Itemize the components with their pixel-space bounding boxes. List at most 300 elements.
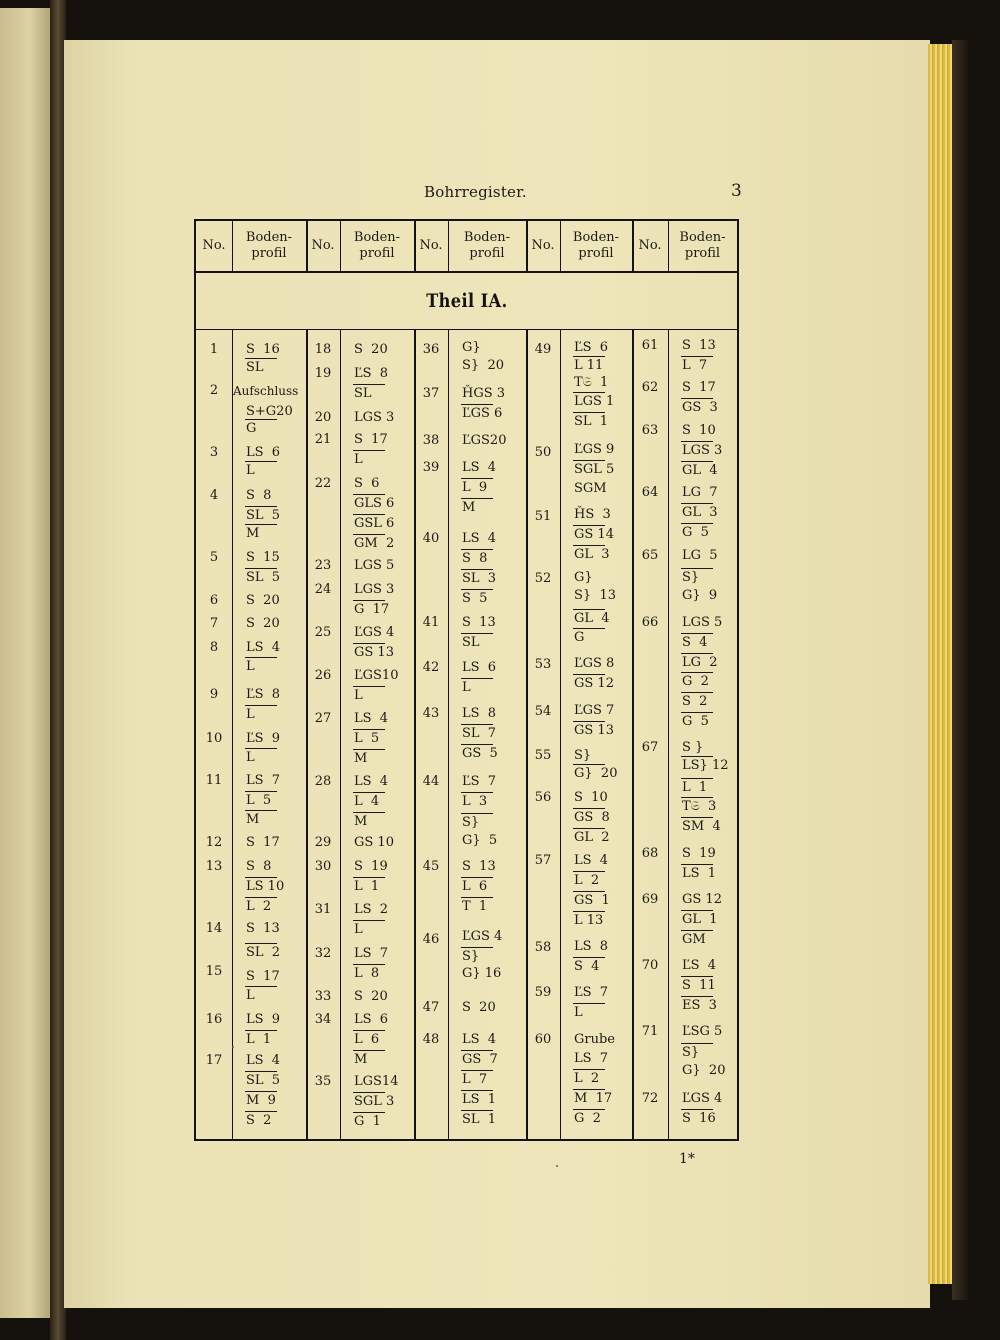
- soil-profile-entry: ĽS 7: [462, 774, 497, 789]
- column-divider: [668, 329, 669, 1139]
- profile-layer-rule: [461, 877, 493, 878]
- soil-profile-entry: S 17: [246, 969, 280, 984]
- soil-profile-entry: ES 3: [682, 998, 717, 1013]
- profile-layer-rule: [573, 356, 605, 357]
- profile-layer-rule: [245, 1111, 277, 1112]
- soil-profile-entry: S 2: [682, 694, 708, 709]
- soil-profile-entry: LS 1: [462, 1092, 497, 1107]
- boring-number: 60: [534, 1032, 552, 1047]
- boring-number: 24: [314, 582, 332, 597]
- profile-layer-rule: [681, 568, 713, 569]
- soil-profile-entry: GS 1: [574, 893, 610, 908]
- profile-layer-rule: [461, 724, 493, 725]
- soil-profile-entry: LGS 3: [682, 443, 723, 458]
- soil-profile-entry: SL 5: [246, 570, 281, 585]
- boring-number: 66: [641, 615, 659, 630]
- soil-profile-entry: LS 6: [354, 1012, 389, 1027]
- soil-profile-entry: L 11: [574, 358, 604, 373]
- boring-number: 38: [422, 433, 440, 448]
- soil-profile-entry: LG 2: [682, 655, 718, 670]
- soil-profile-entry: S}: [574, 748, 592, 763]
- section-title: Theil IA.: [425, 290, 508, 312]
- profile-layer-rule: [353, 514, 385, 515]
- profile-layer-rule: [461, 1070, 493, 1071]
- column-divider: [526, 221, 528, 273]
- soil-profile-entry: S 16: [246, 342, 280, 357]
- soil-profile-entry: LS 1: [682, 866, 717, 881]
- soil-profile-entry: ȞS 3: [574, 507, 611, 522]
- soil-profile-entry: GM 2: [354, 536, 395, 551]
- profile-layer-rule: [245, 568, 277, 569]
- soil-profile-entry: G} 20: [682, 1063, 726, 1078]
- soil-profile-entry: SGL 5: [574, 462, 615, 477]
- profile-layer-rule: [573, 525, 605, 526]
- soil-profile-entry: G 5: [682, 714, 709, 729]
- soil-profile-entry: S 20: [354, 342, 388, 357]
- boring-number: 17: [205, 1053, 223, 1068]
- boring-number: 42: [422, 660, 440, 675]
- boring-number: 7: [209, 616, 219, 631]
- profile-layer-rule: [245, 705, 277, 706]
- boring-number: 35: [314, 1074, 332, 1089]
- soil-profile-entry: S 20: [462, 1000, 496, 1015]
- soil-profile-entry: G 2: [574, 1111, 601, 1126]
- soil-profile-entry: L 13: [574, 913, 604, 928]
- soil-profile-entry: L 2: [574, 873, 600, 888]
- profile-layer-rule: [573, 891, 605, 892]
- header-bodenprofil: Boden- profil: [245, 230, 293, 261]
- running-head: Bohrregister.: [424, 183, 527, 201]
- profile-layer-rule: [245, 506, 277, 507]
- profile-layer-rule: [245, 657, 277, 658]
- boring-number: 2: [209, 383, 219, 398]
- soil-profile-entry: L 8: [354, 966, 380, 981]
- column-divider: [448, 329, 449, 1139]
- soil-profile-entry: LS 7: [246, 773, 281, 788]
- profile-layer-rule: [353, 1112, 385, 1113]
- column-divider: [448, 221, 449, 273]
- profile-layer-rule: [681, 356, 713, 357]
- soil-profile-entry: S 8: [462, 551, 488, 566]
- soil-profile-entry: ĽGS 9: [574, 442, 615, 457]
- soil-profile-entry: L: [246, 463, 255, 478]
- profile-layer-rule: [681, 712, 713, 713]
- profile-layer-rule: [573, 764, 605, 765]
- boring-number: 5: [209, 550, 219, 565]
- profile-layer-rule: [353, 1030, 385, 1031]
- soil-profile-entry: GS 14: [574, 527, 614, 542]
- soil-profile-entry: S 8: [246, 488, 272, 503]
- boring-number: 28: [314, 774, 332, 789]
- profile-layer-rule: [353, 812, 385, 813]
- profile-layer-rule: [353, 534, 385, 535]
- boring-number: 48: [422, 1032, 440, 1047]
- soil-profile-entry: SGM: [574, 481, 607, 496]
- soil-profile-entry: LS 6: [246, 445, 281, 460]
- boring-number: 59: [534, 985, 552, 1000]
- soil-profile-entry: LS 8: [462, 706, 497, 721]
- soil-profile-entry: SL 3: [462, 571, 497, 586]
- profile-layer-rule: [681, 778, 713, 779]
- profile-layer-rule: [573, 1089, 605, 1090]
- soil-profile-entry: L 3: [462, 794, 488, 809]
- profile-layer-rule: [461, 478, 493, 479]
- soil-profile-entry: L 1: [246, 1032, 272, 1047]
- profile-layer-rule: [573, 392, 605, 393]
- soil-profile-entry: ĽS 7: [574, 985, 609, 1000]
- signature-mark: 1*: [679, 1151, 695, 1167]
- speck: [556, 1165, 558, 1167]
- profile-layer-rule: [681, 441, 713, 442]
- soil-profile-entry: G} 20: [574, 766, 618, 781]
- boring-number: 18: [314, 342, 332, 357]
- profile-layer-rule: [573, 1069, 605, 1070]
- soil-profile-entry: G}: [462, 340, 481, 355]
- soil-profile-entry: GS 10: [354, 835, 394, 850]
- soil-profile-entry: LS 4: [354, 774, 389, 789]
- profile-layer-rule: [353, 494, 385, 495]
- boring-number: 39: [422, 460, 440, 475]
- boring-number: 8: [209, 640, 219, 655]
- soil-profile-entry: Grube: [574, 1032, 615, 1047]
- boring-number: 6: [209, 593, 219, 608]
- soil-profile-entry: M: [354, 814, 368, 829]
- soil-profile-entry: Aufschluss: [233, 384, 299, 398]
- soil-profile-entry: S }: [682, 740, 704, 755]
- boring-number: 71: [641, 1024, 659, 1039]
- soil-profile-entry: L 1: [354, 879, 380, 894]
- boring-number: 11: [205, 773, 223, 788]
- profile-layer-rule: [245, 986, 277, 987]
- profile-layer-rule: [681, 1109, 713, 1110]
- soil-profile-entry: G: [574, 630, 585, 645]
- soil-profile-entry: ĽS 4: [682, 958, 717, 973]
- column-divider: [632, 221, 634, 273]
- soil-profile-entry: GS 5: [462, 746, 498, 761]
- boring-number: 23: [314, 558, 332, 573]
- soil-profile-entry: L 5: [246, 793, 272, 808]
- soil-profile-entry: L: [462, 680, 471, 695]
- profile-layer-rule: [461, 813, 493, 814]
- boring-number: 61: [641, 338, 659, 353]
- profile-layer-rule: [353, 920, 385, 921]
- soil-profile-entry: L 7: [682, 358, 708, 373]
- profile-layer-rule: [245, 1091, 277, 1092]
- soil-profile-entry: S 13: [246, 921, 280, 936]
- soil-profile-entry: S 4: [682, 635, 708, 650]
- boring-number: 30: [314, 859, 332, 874]
- soil-profile-entry: GL 1: [682, 912, 718, 927]
- soil-profile-entry: M: [246, 812, 260, 827]
- boring-number: 21: [314, 432, 332, 447]
- soil-profile-entry: SL: [462, 635, 480, 650]
- profile-layer-rule: [353, 877, 385, 878]
- profile-layer-rule: [245, 748, 277, 749]
- profile-layer-rule: [681, 653, 713, 654]
- profile-layer-rule: [353, 384, 385, 385]
- soil-profile-entry: S 13: [682, 338, 716, 353]
- soil-profile-entry: ĽGS 6: [462, 406, 503, 421]
- soil-profile-entry: S 11: [682, 978, 716, 993]
- soil-profile-entry: SL: [354, 386, 372, 401]
- boring-number: 16: [205, 1012, 223, 1027]
- soil-profile-entry: S}: [682, 1045, 700, 1060]
- soil-profile-entry: LS 4: [354, 711, 389, 726]
- profile-layer-rule: [681, 976, 713, 977]
- column-divider: [340, 329, 341, 1139]
- soil-profile-entry: T𝔖 3: [682, 799, 717, 814]
- boring-number: 40: [422, 531, 440, 546]
- soil-profile-entry: T𝔖 1: [574, 375, 609, 390]
- boring-number: 37: [422, 386, 440, 401]
- header-bodenprofil: Boden- profil: [463, 230, 511, 261]
- soil-profile-entry: S}: [462, 949, 480, 964]
- boring-number: 44: [422, 774, 440, 789]
- boring-number: 14: [205, 921, 223, 936]
- soil-profile-entry: S 15: [246, 550, 280, 565]
- profile-layer-rule: [681, 523, 713, 524]
- profile-layer-rule: [245, 943, 277, 944]
- soil-profile-entry: G: [246, 421, 257, 436]
- soil-profile-entry: L: [574, 1005, 583, 1020]
- soil-profile-entry: L 9: [462, 480, 488, 495]
- soil-profile-entry: S+G20: [246, 404, 293, 419]
- soil-profile-entry: L 1: [682, 780, 708, 795]
- soil-profile-entry: GS 7: [462, 1052, 498, 1067]
- profile-layer-rule: [461, 589, 493, 590]
- soil-profile-entry: S} 13: [574, 588, 616, 603]
- soil-profile-entry: LS 4: [462, 1032, 497, 1047]
- soil-profile-entry: ĽSG 5: [682, 1024, 723, 1039]
- boring-number: 1: [209, 342, 219, 357]
- soil-profile-entry: S 19: [682, 846, 716, 861]
- boring-number: 33: [314, 989, 332, 1004]
- soil-profile-entry: SL: [246, 360, 264, 375]
- soil-profile-entry: S 20: [246, 616, 280, 631]
- boring-number: 31: [314, 902, 332, 917]
- profile-layer-rule: [461, 1110, 493, 1111]
- soil-profile-entry: LS 8: [574, 939, 609, 954]
- soil-profile-entry: GS 13: [354, 645, 394, 660]
- boring-number: 22: [314, 476, 332, 491]
- column-divider: [632, 329, 634, 1139]
- header-bodenprofil: Boden- profil: [572, 230, 620, 261]
- boring-number: 64: [641, 485, 659, 500]
- header-no: No.: [202, 238, 226, 253]
- facing-page-edge: [0, 8, 54, 1318]
- soil-profile-entry: L: [246, 988, 255, 1003]
- soil-profile-entry: S 20: [354, 989, 388, 1004]
- soil-profile-entry: SGL 3: [354, 1094, 395, 1109]
- profile-layer-rule: [681, 672, 713, 673]
- boring-number: 47: [422, 1000, 440, 1015]
- profile-layer-rule: [245, 1071, 277, 1072]
- profile-layer-rule: [681, 503, 713, 504]
- header-no: No.: [311, 238, 335, 253]
- profile-layer-rule: [353, 792, 385, 793]
- soil-profile-entry: LS 4: [462, 460, 497, 475]
- boring-number: 51: [534, 509, 552, 524]
- boring-number: 53: [534, 657, 552, 672]
- profile-layer-rule: [681, 996, 713, 997]
- header-no: No.: [419, 238, 443, 253]
- profile-layer-rule: [461, 792, 493, 793]
- soil-profile-entry: M: [462, 500, 476, 515]
- boring-number: 3: [209, 445, 219, 460]
- profile-layer-rule: [353, 729, 385, 730]
- boring-number: 43: [422, 706, 440, 721]
- profile-layer-rule: [573, 412, 605, 413]
- soil-profile-entry: SL 5: [246, 1073, 281, 1088]
- profile-layer-rule: [245, 1030, 277, 1031]
- profile-layer-rule: [681, 864, 713, 865]
- soil-profile-entry: G} 16: [462, 966, 502, 981]
- soil-profile-entry: S 10: [682, 423, 716, 438]
- profile-layer-rule: [573, 628, 605, 629]
- soil-profile-entry: M: [354, 751, 368, 766]
- column-divider: [232, 221, 233, 273]
- soil-profile-entry: S 17: [246, 835, 280, 850]
- soil-profile-entry: S 19: [354, 859, 388, 874]
- boring-number: 70: [641, 958, 659, 973]
- soil-profile-entry: S 6: [354, 476, 380, 491]
- boring-number: 58: [534, 940, 552, 955]
- soil-profile-entry: GS 13: [574, 723, 614, 738]
- soil-profile-entry: L 2: [246, 899, 272, 914]
- boring-number: 10: [205, 731, 223, 746]
- soil-profile-entry: S 16: [682, 1111, 716, 1126]
- soil-profile-entry: LS 4: [246, 640, 281, 655]
- soil-profile-entry: S 10: [574, 790, 608, 805]
- soil-profile-entry: S 5: [462, 591, 488, 606]
- soil-profile-entry: LGS14: [354, 1074, 399, 1089]
- soil-profile-entry: L: [246, 750, 255, 765]
- profile-layer-rule: [245, 791, 277, 792]
- profile-layer-rule: [461, 1050, 493, 1051]
- profile-layer-rule: [573, 828, 605, 829]
- profile-layer-rule: [681, 398, 713, 399]
- soil-profile-entry: S 8: [246, 859, 272, 874]
- soil-profile-entry: ȞGS 3: [462, 386, 506, 401]
- soil-profile-entry: LG 7: [682, 485, 718, 500]
- soil-profile-entry: G 2: [682, 674, 709, 689]
- boring-number: 63: [641, 423, 659, 438]
- boring-number: 50: [534, 445, 552, 460]
- book-cover-edge: [952, 40, 968, 1300]
- profile-layer-rule: [461, 633, 493, 634]
- soil-profile-entry: G 1: [354, 1114, 381, 1129]
- soil-profile-entry: ĽGS 7: [574, 703, 615, 718]
- boring-number: 72: [641, 1091, 659, 1106]
- boring-number: 55: [534, 748, 552, 763]
- soil-profile-entry: M 17: [574, 1091, 613, 1106]
- soil-profile-entry: GM: [682, 932, 706, 947]
- soil-profile-entry: LGS 1: [574, 394, 615, 409]
- boring-number: 12: [205, 835, 223, 850]
- soil-profile-entry: G 17: [354, 602, 390, 617]
- boring-number: 15: [205, 964, 223, 979]
- soil-profile-entry: ĽGS10: [354, 668, 399, 683]
- soil-profile-entry: T 1: [462, 899, 488, 914]
- soil-profile-entry: ĽGS 4: [682, 1091, 723, 1106]
- boring-number: 19: [314, 366, 332, 381]
- boring-number: 32: [314, 946, 332, 961]
- soil-profile-entry: SL 7: [462, 726, 497, 741]
- boring-number: 34: [314, 1012, 332, 1027]
- soil-profile-entry: LS 4: [574, 853, 609, 868]
- boring-number: 46: [422, 932, 440, 947]
- soil-profile-entry: L: [354, 922, 363, 937]
- boring-number: 27: [314, 711, 332, 726]
- soil-profile-entry: S 2: [246, 1113, 272, 1128]
- profile-layer-rule: [681, 817, 713, 818]
- profile-layer-rule: [245, 419, 277, 420]
- soil-profile-entry: ĽGS 8: [574, 656, 615, 671]
- soil-profile-entry: LS 4: [462, 531, 497, 546]
- boring-number: 13: [205, 859, 223, 874]
- boring-number: 4: [209, 488, 219, 503]
- column-divider: [340, 221, 341, 273]
- column-divider: [306, 221, 308, 273]
- soil-profile-entry: L: [354, 452, 363, 467]
- soil-profile-entry: L: [246, 659, 255, 674]
- profile-layer-rule: [461, 744, 493, 745]
- profile-layer-rule: [573, 609, 605, 610]
- soil-profile-entry: GS 12: [682, 892, 722, 907]
- soil-profile-entry: SL 2: [246, 945, 281, 960]
- boring-number: 25: [314, 625, 332, 640]
- header-bodenprofil: Boden- profil: [353, 230, 401, 261]
- soil-profile-entry: M: [246, 526, 260, 541]
- boring-number: 62: [641, 380, 659, 395]
- boring-number: 36: [422, 342, 440, 357]
- profile-layer-rule: [573, 911, 605, 912]
- soil-profile-entry: ĽS 9: [246, 731, 281, 746]
- profile-layer-rule: [461, 404, 493, 405]
- section-title-row: [196, 273, 737, 330]
- soil-profile-entry: LS 9: [246, 1012, 281, 1027]
- profile-layer-rule: [353, 749, 385, 750]
- column-divider: [232, 329, 233, 1139]
- soil-profile-entry: SL 1: [462, 1112, 497, 1127]
- profile-layer-rule: [681, 692, 713, 693]
- boring-number: 56: [534, 790, 552, 805]
- profile-layer-rule: [353, 450, 385, 451]
- profile-layer-rule: [681, 461, 713, 462]
- header-no: No.: [531, 238, 555, 253]
- soil-profile-entry: L 7: [462, 1072, 488, 1087]
- profile-layer-rule: [461, 897, 493, 898]
- soil-profile-entry: G} 5: [462, 833, 498, 848]
- soil-profile-entry: L: [354, 688, 363, 703]
- profile-layer-rule: [681, 797, 713, 798]
- profile-layer-rule: [353, 686, 385, 687]
- soil-profile-entry: M: [354, 1052, 368, 1067]
- soil-profile-entry: GL 4: [682, 463, 718, 478]
- soil-profile-entry: S}: [682, 570, 700, 585]
- profile-layer-rule: [461, 1090, 493, 1091]
- profile-layer-rule: [245, 897, 277, 898]
- profile-layer-rule: [245, 524, 277, 525]
- soil-profile-entry: G} 9: [682, 588, 718, 603]
- profile-layer-rule: [245, 461, 277, 462]
- soil-profile-entry: LG 5: [682, 548, 718, 563]
- soil-profile-entry: GS 8: [574, 810, 610, 825]
- profile-layer-rule: [681, 930, 713, 931]
- soil-profile-entry: L 4: [354, 794, 380, 809]
- soil-profile-entry: LGS 5: [682, 615, 723, 630]
- soil-profile-entry: ĽGS 4: [354, 625, 395, 640]
